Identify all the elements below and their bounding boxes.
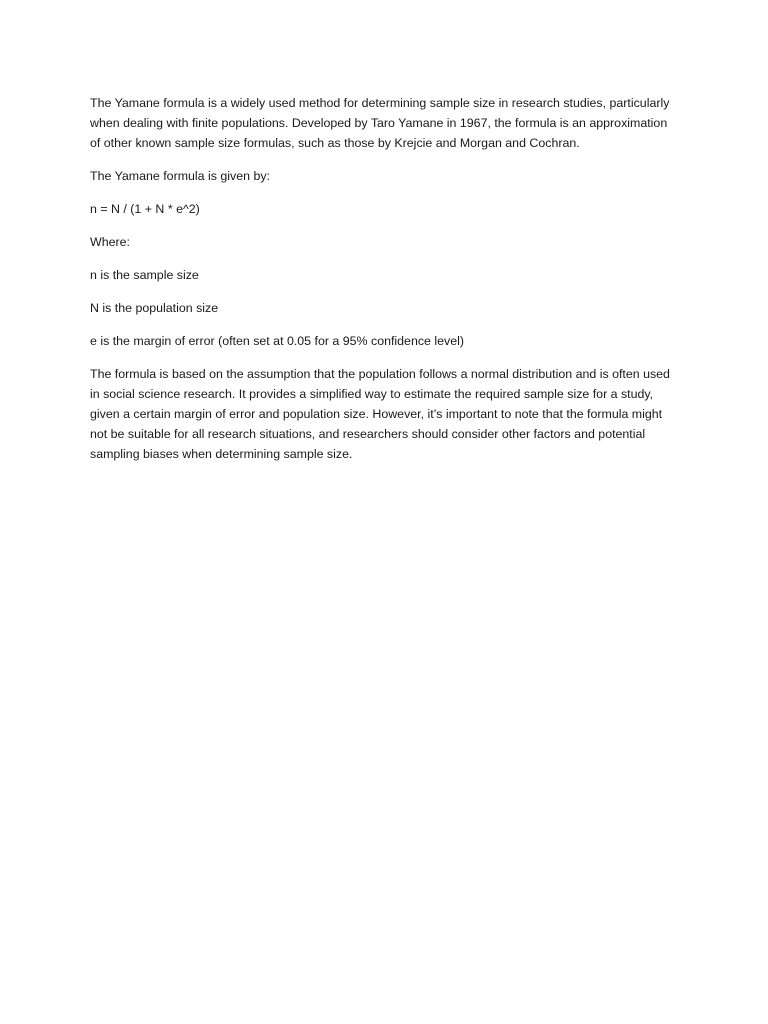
- where-label: Where:: [90, 235, 130, 249]
- document-body: [90, 93, 680, 477]
- intro-paragraph: The Yamane formula is a widely used method for determining sample size in research studies, particularly when dealing with finite populations. Developed by Taro Yamane in 1967, the formula is an approximation of other known sample size formulas, such as those by Krejcie and Morgan and Cochran.: [90, 96, 670, 150]
- definition-e: e is the margin of error (often set at 0.05 for a 95% confidence level): [90, 334, 464, 348]
- formula: n = N / (1 + N * e^2): [90, 202, 200, 216]
- definition-n: n is the sample size: [90, 268, 199, 282]
- definition-N: N is the population size: [90, 301, 219, 315]
- formula-intro: The Yamane formula is given by:: [90, 169, 270, 183]
- conclusion-paragraph: The formula is based on the assumption that the population follows a normal distribution and is often used in social science research. It provides a simplified way to estimate the required sample size for a study, given a certain margin of error and population size. However, it’s important to note that the formula might not be suitable for all research situations, and researchers should consider other factors and potential sampling biases when determining sample size.: [90, 367, 670, 461]
